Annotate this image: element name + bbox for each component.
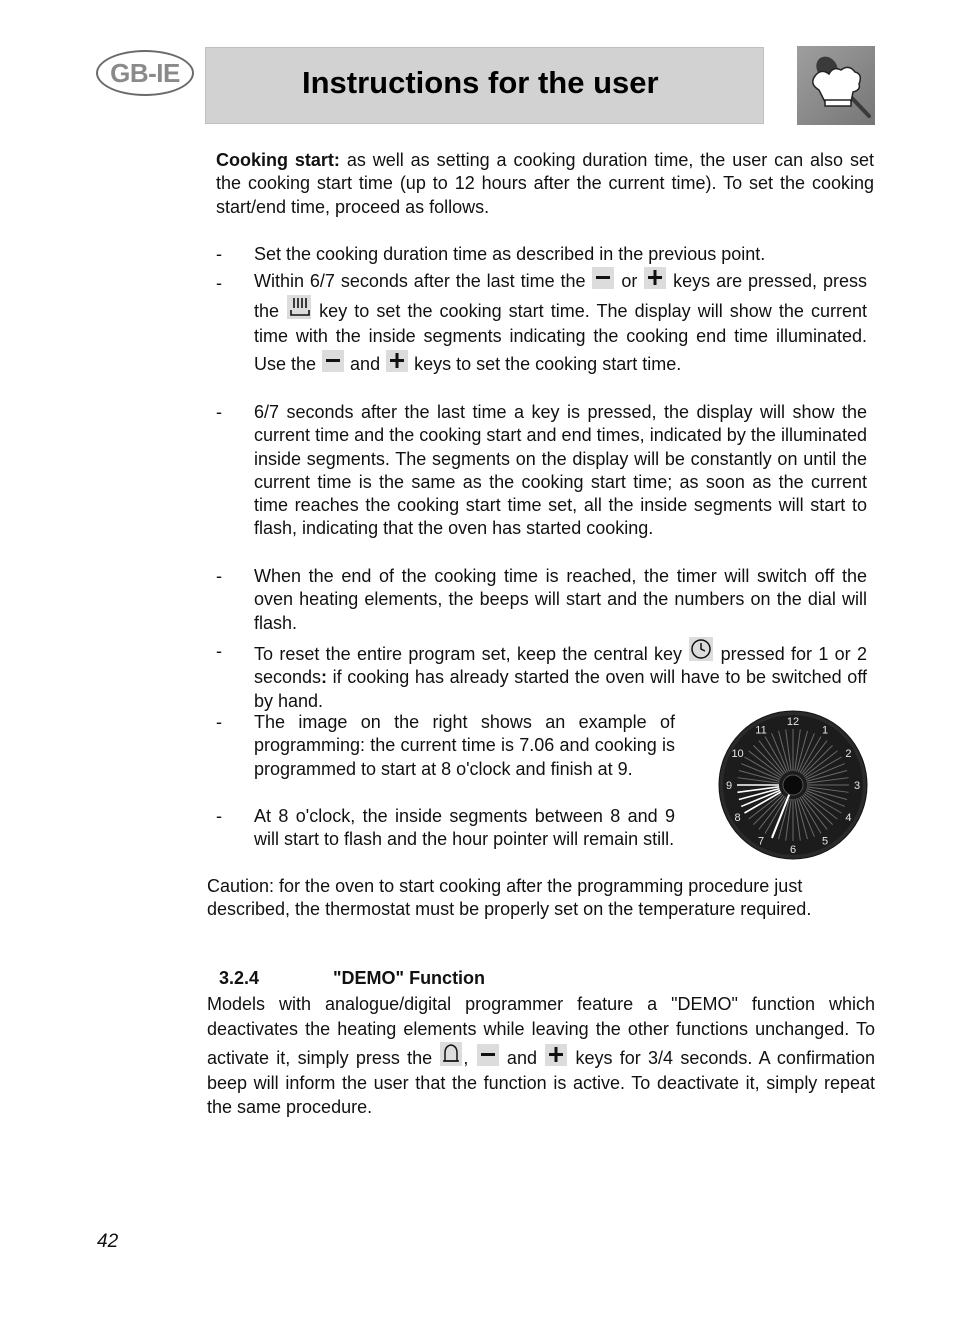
step-2-text <box>254 266 867 377</box>
step-2-part: or <box>615 271 644 291</box>
step-3-text: 6/7 seconds after the last time a key is pressed, the display will show the current time and the cooking start and end times, indicated by the illuminated inside segments. The segments on the display will be constantly on until the current time is the same as the cooking start time; as soon as the current time reaches the cooking start time set, all the inside segments will start to flash, indicating that the oven has started cooking. <box>254 402 867 539</box>
plus-key-icon <box>544 1043 568 1067</box>
bullet-dash: - <box>216 566 222 586</box>
bullet-dash: - <box>216 806 222 826</box>
step-2-part: and <box>345 354 386 374</box>
bell-key-icon <box>439 1041 463 1067</box>
step-6-text: The image on the right shows an example of programming: the current time is 7.06 and cooking is programmed to start at 8 o'clock and finish at 9. <box>254 712 675 779</box>
clock-key-icon <box>688 636 714 662</box>
dial-number: 9 <box>725 780 733 792</box>
dial-number: 11 <box>755 724 767 737</box>
bullet-dash: - <box>216 244 222 264</box>
step-5-text <box>254 636 867 713</box>
dial-center <box>783 775 803 795</box>
step-5-part: pressed for 1 or 2 seconds <box>254 644 868 688</box>
intro-paragraph <box>216 149 874 219</box>
page-number: 42 <box>97 1231 119 1252</box>
minus-key-icon <box>476 1043 500 1067</box>
dial-number: 4 <box>845 812 852 824</box>
caution-paragraph: Caution: for the oven to start cooking after the programming procedure just described, the thermostat must be properly set on the temperature required. <box>207 876 812 920</box>
dial-number: 12 <box>786 716 800 728</box>
step-2-part: Within 6/7 seconds after the last time the <box>254 271 592 291</box>
step-4-text: When the end of the cooking time is reached, the timer will switch off the oven heating elements, the beeps will start and the numbers on the dial will flash. <box>254 566 867 633</box>
intro-text: as well as setting a cooking duration time, the user can also set the cooking start time (up to 12 hours after the current time). To set the cooking start/end time, proceed as follows. <box>216 150 874 217</box>
plus-key-icon <box>643 266 667 290</box>
programmer-dial <box>718 710 868 860</box>
intro-lead: Cooking start: <box>216 150 340 170</box>
section-title: "DEMO" Function <box>333 968 486 988</box>
title-bar <box>205 47 764 124</box>
minus-key-icon <box>321 349 345 373</box>
dial-number: 3 <box>853 780 861 792</box>
plus-key-icon <box>385 349 409 373</box>
bullet-dash: - <box>216 273 222 293</box>
bullet-dash: - <box>216 402 222 422</box>
step-2-part: keys are pressed, press the <box>254 271 867 321</box>
dial-number: 6 <box>789 844 797 856</box>
page-title: Instructions for the user <box>302 65 659 100</box>
step-7-text: At 8 o'clock, the inside segments between 8 and 9 will start to flash and the hour pointer will remain still. <box>254 806 675 850</box>
dial-number: 8 <box>734 812 741 824</box>
dial-number: 7 <box>757 835 765 848</box>
step-2-part: key to set the cooking start time. The display will show the current time with the inside segments indicating the cooking end time illuminated. Use the <box>254 301 868 374</box>
demo-part: Models with analogue/digital programmer feature a "DEMO" function which deactivates the heating elements while leaving the other functions unchanged. To activate it, simply press the <box>207 994 875 1068</box>
dial-number: 2 <box>845 748 852 760</box>
demo-part: keys for 3/4 seconds. A confirmation beep will inform the user that the function is active. To deactivate it, simply repeat the same procedure. <box>207 1048 875 1117</box>
step-5-part: To reset the entire program set, keep the central key <box>254 644 689 664</box>
dial-number: 1 <box>821 724 829 737</box>
dial-number: 5 <box>821 835 829 848</box>
step-5-part: : <box>321 667 328 688</box>
section-number: 3.2.4 <box>219 968 260 988</box>
language-badge: GB-IE <box>96 50 194 96</box>
demo-part: , <box>463 1048 476 1068</box>
step-2-part: keys to set the cooking start time. <box>409 354 682 374</box>
demo-paragraph <box>207 992 875 1120</box>
minus-key-icon <box>591 266 615 290</box>
chef-hat-spoon-icon <box>797 46 875 125</box>
bullet-dash: - <box>216 641 222 661</box>
section-heading <box>219 968 485 989</box>
step-1-text: Set the cooking duration time as described in the previous point. <box>254 244 766 264</box>
oven-heat-key-icon <box>286 294 312 320</box>
step-5-part: if cooking has already started the oven will have to be switched off by hand. <box>254 667 867 711</box>
dial-number: 10 <box>731 748 744 760</box>
bullet-dash: - <box>216 712 222 732</box>
demo-part: and <box>499 1048 545 1068</box>
